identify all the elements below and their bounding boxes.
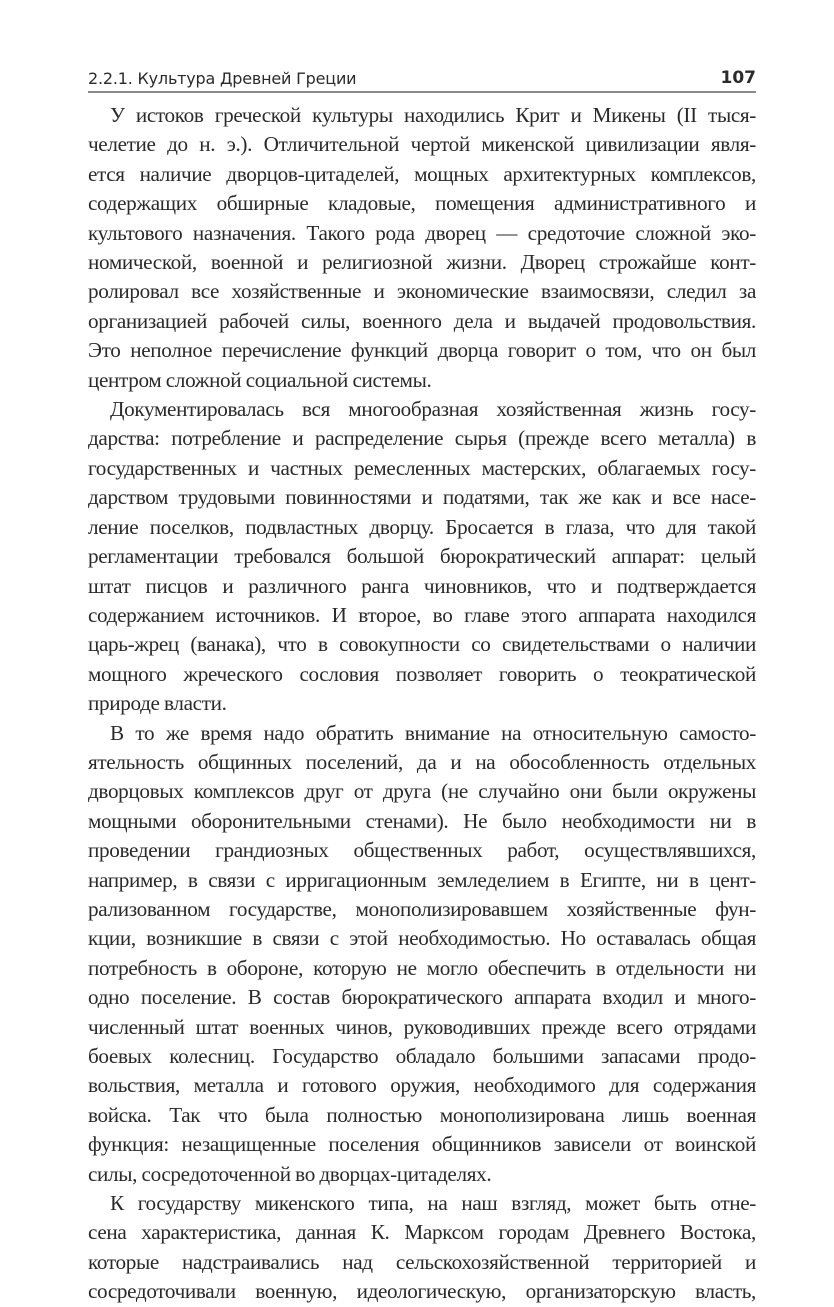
- paragraph: [88, 719, 756, 1190]
- text-line: челетие до н. э.). Отличительной чертой микенской цивилизации явля-: [88, 132, 756, 157]
- text-line: ятельность общинных поселений, да и на обособленность отдельных: [88, 749, 756, 774]
- text-line: дарства: потребление и распределение сырья (прежде всего металла) в: [88, 426, 756, 451]
- text-line: ется наличие дворцов-цитаделей, мощных архитектурных комплексов,: [88, 161, 756, 186]
- text-line: функция: незащищенные поселения общинников зависели от воинской: [88, 1132, 756, 1157]
- text-line: мощного жреческого сословия позволяет говорить о теократической: [88, 661, 756, 686]
- text-line: штат писцов и различного ранга чиновников, что и подтверждается: [88, 573, 756, 598]
- text-line: организацией рабочей силы, военного дела и выдачей продовольствия.: [88, 308, 756, 333]
- paragraph: [88, 101, 756, 395]
- text-line: дворцовых комплексов друг от друга (не случайно они были окружены: [88, 779, 756, 804]
- text-line: силы, сосредоточенной во дворцах-цитаделях.: [88, 1161, 492, 1186]
- text-line: У истоков греческой культуры находились Крит и Микены (II тыся-: [110, 103, 756, 127]
- text-line: сена характеристика, данная К. Марксом городам Древнего Востока,: [88, 1220, 756, 1245]
- text-line: В то же время надо обратить внимание на относительную самосто-: [110, 720, 756, 745]
- text-line: содержащих обширные кладовые, помещения административного и: [88, 191, 756, 216]
- text-line: которые надстраивались над сельскохозяйственной территорией и: [88, 1249, 756, 1274]
- text-line: центром сложной социальной системы.: [88, 367, 432, 392]
- text-line: боевых колесниц. Государство обладало большими запасами продо-: [88, 1044, 756, 1068]
- text-line: Это неполное перечисление функций дворца говорит о том, что он был: [88, 338, 756, 363]
- text-line: регламентации требовался большой бюрократический аппарат: целый: [88, 544, 756, 569]
- text-line: потребность в обороне, которую не могло обеспечить в отдельности ни: [88, 955, 756, 980]
- text-line: культового назначения. Такого рода дворец — средоточие сложной эко-: [88, 220, 756, 245]
- section-title: 2.2.1. Культура Древней Греции: [88, 69, 357, 88]
- paragraph: [88, 395, 756, 718]
- text-line: царь-жрец (ванака), что в совокупности со свидетельствами о наличии: [88, 632, 756, 657]
- text-line: Документировалась вся многообразная хозяйственная жизнь госу-: [110, 397, 756, 422]
- text-line: дарством трудовыми повинностями и податями, так же как и все насе-: [88, 485, 756, 510]
- text-line: войска. Так что была полностью монополизирована лишь военная: [88, 1102, 756, 1127]
- running-header: [88, 64, 756, 93]
- text-line: ролировал все хозяйственные и экономические взаимосвязи, следил за: [88, 279, 756, 304]
- text-line: сосредоточивали военную, идеологическую, организаторскую власть,: [88, 1279, 756, 1304]
- text-line: например, в связи с ирригационным земледелием в Египте, ни в цент-: [88, 867, 756, 892]
- text-line: рализованном государстве, монополизировавшем хозяйственные фун-: [88, 896, 756, 921]
- text-line: мощными оборонительными стенами). Не было необходимости ни в: [88, 808, 756, 833]
- text-line: государственных и частных ремесленных мастерских, облагаемых госу-: [88, 455, 756, 480]
- text-line: номической, военной и религиозной жизни. Дворец строжайше конт-: [88, 250, 756, 275]
- paragraph: [88, 1189, 756, 1307]
- text-line: ление поселков, подвластных дворцу. Бросается в глаза, что для такой: [88, 514, 756, 539]
- body-text: [88, 101, 756, 1307]
- text-line: вольствия, металла и готового оружия, необходимого для содержания: [88, 1073, 756, 1098]
- text-line: численный штат военных чинов, руководивших прежде всего отрядами: [88, 1014, 756, 1039]
- page-number: 107: [720, 68, 756, 88]
- text-line: природе власти.: [88, 691, 227, 716]
- text-line: К государству микенского типа, на наш взгляд, может быть отне-: [110, 1191, 756, 1216]
- text-line: проведении грандиозных общественных работ, осуществлявшихся,: [88, 838, 756, 863]
- text-line: кции, возникшие в связи с этой необходимостью. Но оставалась общая: [88, 926, 756, 951]
- book-page: [88, 64, 756, 1307]
- text-line: одно поселение. В состав бюрократического аппарата входил и много-: [88, 985, 756, 1010]
- text-line: содержанием источников. И второе, во главе этого аппарата находился: [88, 602, 756, 627]
